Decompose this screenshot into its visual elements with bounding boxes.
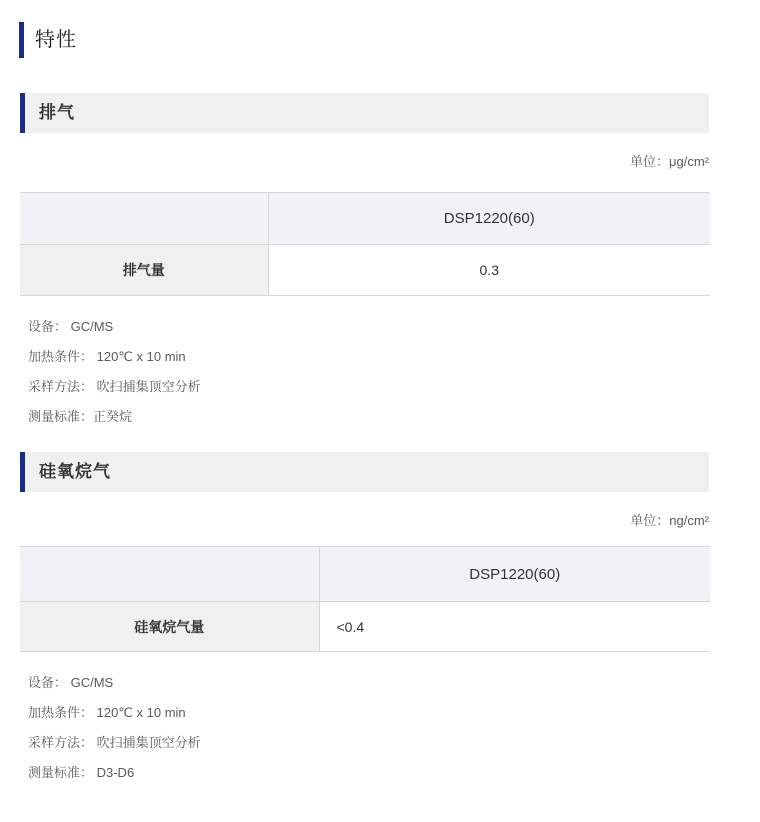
table-header-row [20, 193, 710, 245]
note-sampling-method: 采样方法： 吹扫捕集顶空分析 [28, 735, 201, 750]
unit-label-exhaust: 单位：μg/cm² [630, 154, 709, 169]
section-heading-siloxane: 硅氧烷气 [20, 452, 709, 492]
note-measurement-standard: 测量标准： D3-D6 [28, 765, 135, 780]
row-value-siloxane-amount: <0.4 [319, 602, 710, 652]
row-value-exhaust-amount: 0.3 [268, 245, 710, 296]
table-row [20, 602, 710, 652]
note-equipment: 设备： GC/MS [28, 675, 114, 690]
column-header-product: DSP1220(60) [319, 547, 710, 602]
note-measurement-standard: 测量标准：正癸烷 [28, 409, 133, 424]
row-label-siloxane-amount: 硅氧烷气量 [20, 602, 319, 652]
note-heating-condition: 加热条件： 120℃ x 10 min [28, 349, 186, 364]
table-corner-cell [20, 547, 319, 602]
notes-siloxane [28, 668, 760, 788]
section-heading-exhaust: 排气 [20, 93, 709, 133]
notes-exhaust [28, 312, 760, 432]
note-heating-condition: 加热条件： 120℃ x 10 min [28, 705, 186, 720]
page-title: 特性 [19, 22, 760, 58]
unit-label-siloxane: 单位：ng/cm² [630, 513, 709, 528]
column-header-product: DSP1220(60) [268, 193, 710, 245]
siloxane-table [20, 546, 710, 652]
note-sampling-method: 采样方法： 吹扫捕集顶空分析 [28, 379, 201, 394]
row-label-exhaust-amount: 排气量 [20, 245, 268, 296]
table-header-row [20, 547, 710, 602]
note-equipment: 设备： GC/MS [28, 319, 114, 334]
table-row [20, 245, 710, 296]
exhaust-table [20, 192, 710, 296]
table-corner-cell [20, 193, 268, 245]
